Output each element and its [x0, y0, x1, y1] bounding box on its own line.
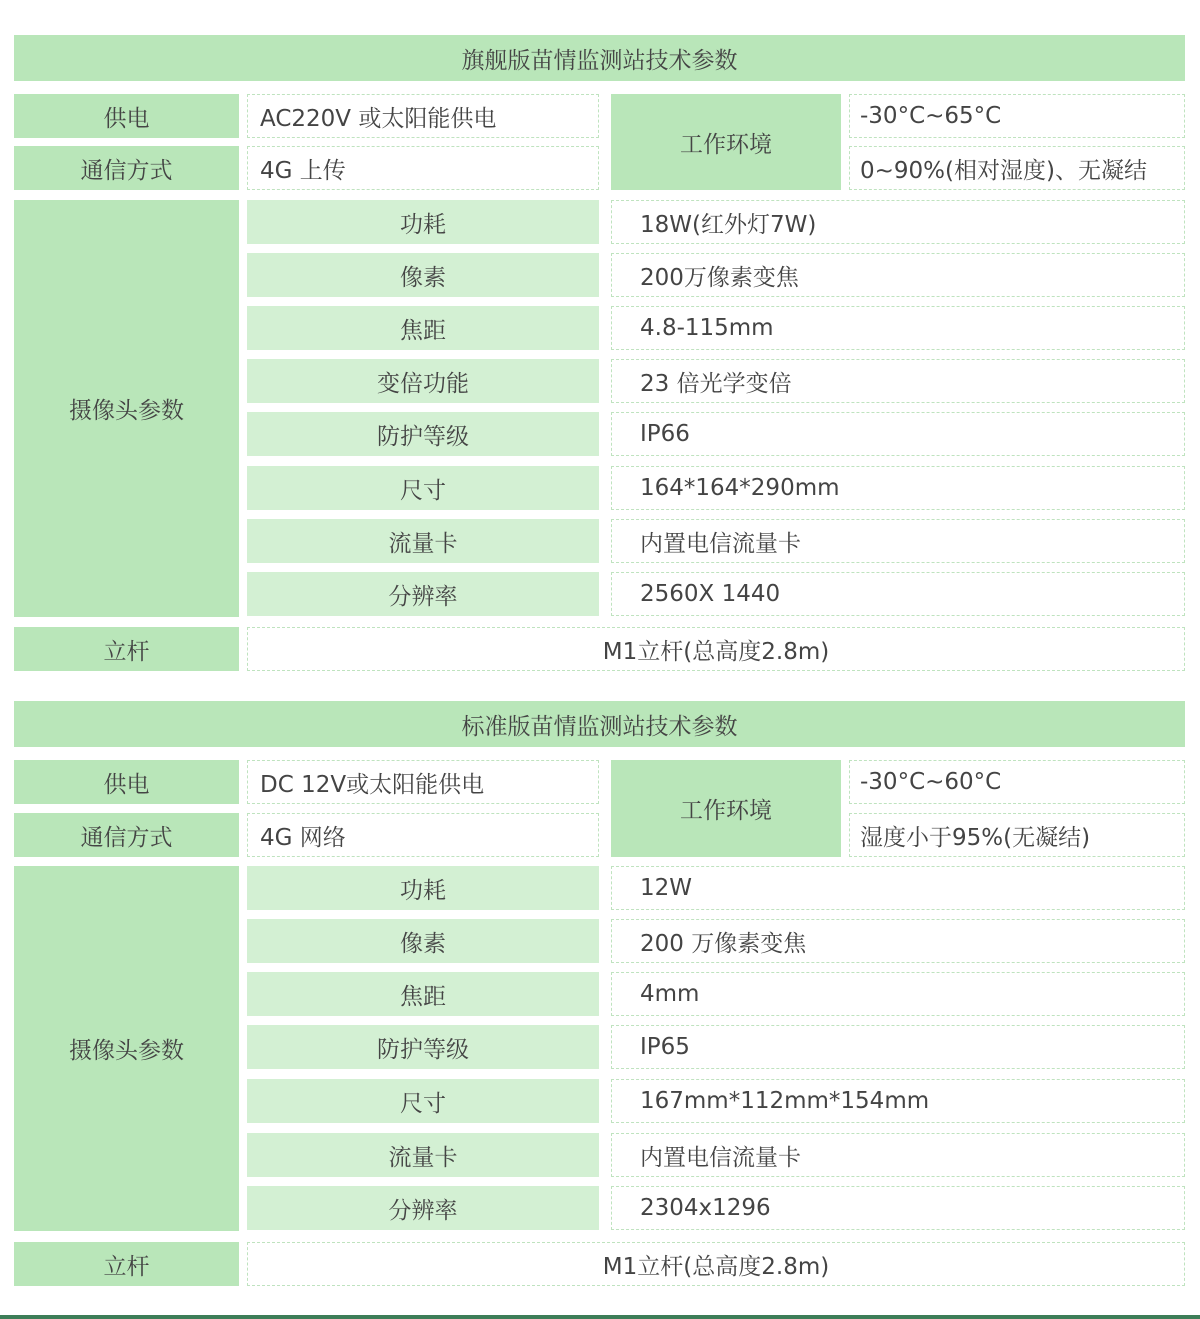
camera-row-value: 200 万像素变焦	[611, 919, 1185, 963]
table-title: 标准版苗情监测站技术参数	[14, 701, 1185, 747]
env-temp-value: -30°C~60°C	[849, 760, 1185, 804]
env-label: 工作环境	[611, 760, 841, 857]
power-value: AC220V 或太阳能供电	[247, 94, 599, 138]
env-temp-value: -30°C~65°C	[849, 94, 1185, 138]
camera-row-value: 4.8-115mm	[611, 306, 1185, 350]
env-label: 工作环境	[611, 94, 841, 190]
pole-label: 立杆	[14, 627, 239, 671]
camera-row-label: 变倍功能	[247, 359, 599, 403]
camera-row-value: 23 倍光学变倍	[611, 359, 1185, 403]
camera-row-label: 功耗	[247, 866, 599, 910]
comm-label: 通信方式	[14, 146, 239, 190]
comm-label: 通信方式	[14, 813, 239, 857]
camera-row-value: 4mm	[611, 972, 1185, 1016]
table-title: 旗舰版苗情监测站技术参数	[14, 35, 1185, 81]
camera-row-label: 尺寸	[247, 1079, 599, 1123]
camera-row-label: 像素	[247, 253, 599, 297]
camera-row-label: 尺寸	[247, 466, 599, 510]
camera-row-label: 流量卡	[247, 1133, 599, 1177]
camera-row-value: IP66	[611, 412, 1185, 456]
camera-params-label: 摄像头参数	[14, 200, 239, 617]
camera-row-value: 2304x1296	[611, 1186, 1185, 1230]
camera-row-value: 18W(红外灯7W)	[611, 200, 1185, 244]
camera-row-label: 功耗	[247, 200, 599, 244]
camera-row-value: IP65	[611, 1025, 1185, 1069]
camera-params-label: 摄像头参数	[14, 866, 239, 1231]
comm-value: 4G 网络	[247, 813, 599, 857]
bottom-divider	[0, 1315, 1200, 1319]
pole-value: M1立杆(总高度2.8m)	[247, 627, 1185, 671]
camera-row-value: 12W	[611, 866, 1185, 910]
camera-row-label: 分辨率	[247, 572, 599, 616]
camera-row-value: 内置电信流量卡	[611, 519, 1185, 563]
camera-row-value: 内置电信流量卡	[611, 1133, 1185, 1177]
camera-row-label: 流量卡	[247, 519, 599, 563]
env-humidity-value: 湿度小于95%(无凝结)	[849, 813, 1185, 857]
pole-value: M1立杆(总高度2.8m)	[247, 1242, 1185, 1286]
camera-row-value: 164*164*290mm	[611, 466, 1185, 510]
camera-row-label: 焦距	[247, 306, 599, 350]
pole-label: 立杆	[14, 1242, 239, 1286]
camera-row-label: 焦距	[247, 972, 599, 1016]
camera-row-label: 防护等级	[247, 1025, 599, 1069]
power-label: 供电	[14, 94, 239, 138]
camera-row-label: 像素	[247, 919, 599, 963]
env-humidity-value: 0~90%(相对湿度)、无凝结	[849, 146, 1185, 190]
camera-row-value: 200万像素变焦	[611, 253, 1185, 297]
power-value: DC 12V或太阳能供电	[247, 760, 599, 804]
camera-row-value: 167mm*112mm*154mm	[611, 1079, 1185, 1123]
camera-row-value: 2560X 1440	[611, 572, 1185, 616]
camera-row-label: 防护等级	[247, 412, 599, 456]
comm-value: 4G 上传	[247, 146, 599, 190]
power-label: 供电	[14, 760, 239, 804]
camera-row-label: 分辨率	[247, 1186, 599, 1230]
